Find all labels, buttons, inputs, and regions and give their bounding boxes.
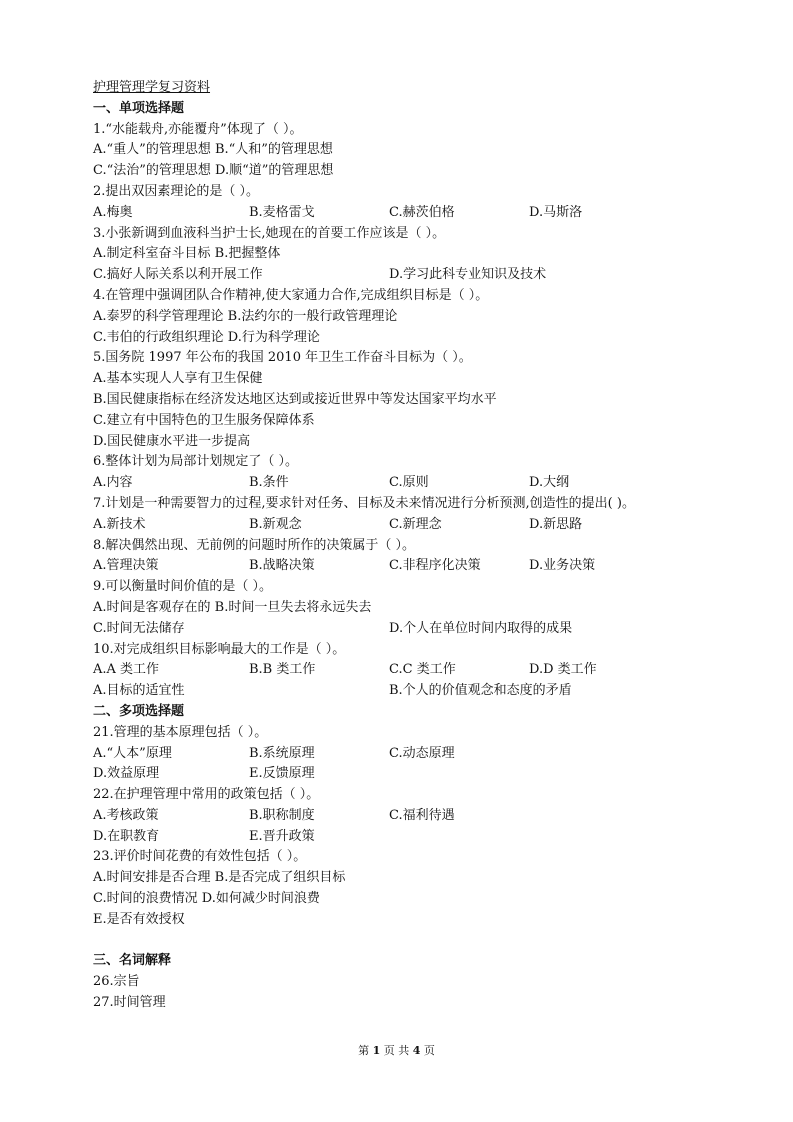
option-row [93,764,733,785]
option-c: C.非程序化决策 [389,558,481,574]
option-d: D.大纲 [529,475,570,491]
option-row [93,619,733,640]
option-row [93,265,733,286]
option-b: B.麦格雷戈 [249,204,315,220]
total-page-number: 4 [412,1044,421,1057]
option-d: D.个人在单位时间内取得的成果 [389,620,573,636]
option-a: A.内容 [93,475,133,491]
option-line: C.韦伯的行政组织理论 D.行为科学理论 [93,329,320,345]
option-line: B.国民健康指标在经济发达地区达到或接近世界中等发达国家平均水平 [93,391,497,407]
option-a: A.管理决策 [93,558,159,574]
option-c: C.赫茨伯格 [389,204,455,220]
footer-suffix: 页 [423,1044,435,1057]
option-row [93,744,733,765]
option-line: A.基本实现人人享有卫生保健 [93,371,263,387]
option-line: A.制定科室奋斗目标 B.把握整体 [93,246,281,262]
option-row [93,660,733,681]
section-heading-term-definition: 三、名词解释 [93,953,172,969]
question-text: 3.小张新调到血液科当护士长,她现在的首要工作应该是（ ）。 [93,225,446,241]
option-line: D.国民健康水平进一步提高 [93,433,251,449]
option-d: D.新思路 [529,516,583,532]
question-text: 2.提出双因素理论的是（ ）。 [93,183,260,199]
section-heading-single-choice: 一、单项选择题 [93,100,185,116]
footer-middle: 页 共 [383,1044,410,1057]
option-d: D.马斯洛 [529,204,583,220]
option-line: C.“法治”的管理思想 D.顺“道”的管理思想 [93,163,334,179]
option-c: C.时间无法储存 [93,620,185,636]
option-c: C.搞好人际关系以利开展工作 [93,267,263,283]
question-text: 1.“水能载舟,亦能覆舟”体现了（ ）。 [93,121,303,137]
question-text: 22.在护理管理中常用的政策包括（ ）。 [93,787,320,803]
option-e: E.反馈原理 [249,766,315,782]
option-c: C.福利待遇 [389,807,455,823]
question-text: 9.可以衡量时间价值的是（ ）。 [93,579,273,595]
option-c: C.新理念 [389,516,442,532]
option-line: A.“重人”的管理思想 B.“人和”的管理思想 [93,142,333,158]
document-body [93,78,733,1014]
option-row [93,556,733,577]
question-text: 8.解决偶然出现、无前例的问题时所作的决策属于（ ）。 [93,537,416,553]
question-text: 5.国务院 1997 年公布的我国 2010 年卫生工作奋斗目标为（ ）。 [93,350,472,366]
option-row [93,515,733,536]
option-b: B.B 类工作 [249,662,316,678]
option-a: A.“人本”原理 [93,745,172,761]
question-text: 6.整体计划为局部计划规定了（ ）。 [93,454,299,470]
page-footer [0,1042,793,1058]
option-b: B.个人的价值观念和态度的矛盾 [389,683,572,699]
question-text: 10.对完成组织目标影响最大的工作是（ ）。 [93,641,346,657]
option-d: D.效益原理 [93,766,160,782]
option-b: B.职称制度 [249,807,315,823]
question-text: 7.计划是一种需要智力的过程,要求针对任务、目标及未来情况进行分析预测,创造性的提出( )。 [93,495,635,511]
option-a: A.考核政策 [93,807,159,823]
spacer [93,931,733,952]
option-a: A.新技术 [93,516,146,532]
option-row [93,203,733,224]
option-c: C.动态原理 [389,745,455,761]
option-line: E.是否有效授权 [93,911,185,927]
option-c: C.C 类工作 [389,662,456,678]
option-row [93,827,733,848]
option-d: D.学习此科专业知识及技术 [389,267,547,283]
question-text: 23.评价时间花费的有效性包括（ ）。 [93,849,307,865]
option-b: B.新观念 [249,516,302,532]
option-d: D.D 类工作 [529,662,597,678]
document-title: 护理管理学复习资料 [93,80,211,95]
option-row [93,473,733,494]
option-c: C.原则 [389,475,429,491]
option-line: C.时间的浪费情况 D.如何减少时间浪费 [93,891,320,907]
option-a: A.目标的适宜性 [93,683,185,699]
option-line: A.时间是客观存在的 B.时间一旦失去将永远失去 [93,599,372,615]
option-row [93,681,733,702]
term-item: 27.时间管理 [93,995,166,1011]
question-text: 21.管理的基本原理包括（ ）。 [93,724,268,740]
footer-prefix: 第 [358,1044,370,1057]
option-d: D.在职教育 [93,828,160,844]
question-text: 4.在管理中强调团队合作精神,使大家通力合作,完成组织目标是（ ）。 [93,287,489,303]
term-item: 26.宗旨 [93,974,140,990]
option-line: C.建立有中国特色的卫生服务保障体系 [93,412,315,428]
section-heading-multiple-choice: 二、多项选择题 [93,703,185,719]
option-e: E.晋升政策 [249,828,315,844]
current-page-number: 1 [372,1044,381,1057]
option-a: A.A 类工作 [93,662,160,678]
option-line: A.时间安排是否合理 B.是否完成了组织目标 [93,870,346,886]
option-b: B.系统原理 [249,745,315,761]
option-line: A.泰罗的科学管理理论 B.法约尔的一般行政管理理论 [93,308,398,324]
option-row [93,806,733,827]
option-d: D.业务决策 [529,558,596,574]
option-b: B.条件 [249,475,289,491]
option-a: A.梅奥 [93,204,133,220]
option-b: B.战略决策 [249,558,315,574]
